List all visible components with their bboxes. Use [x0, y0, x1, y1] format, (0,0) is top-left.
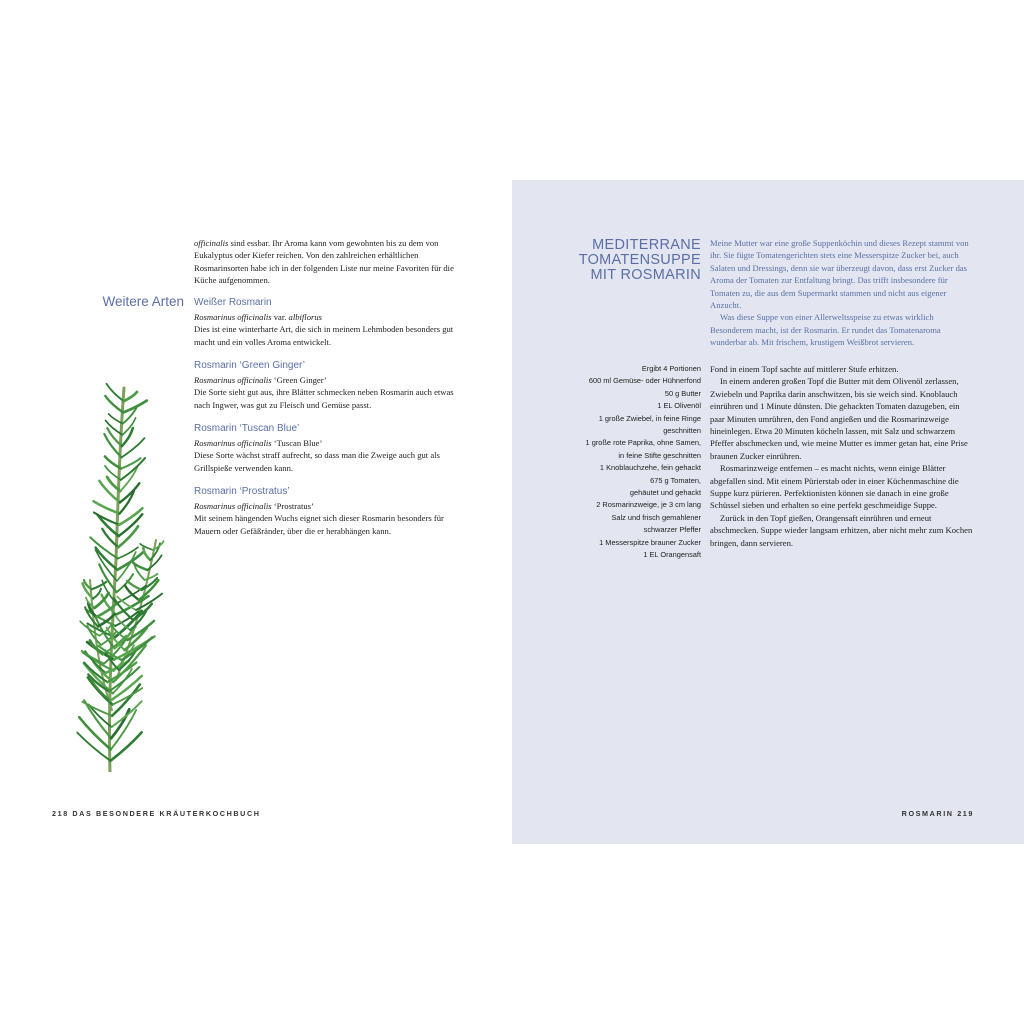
ingredient-line: 1 EL Olivenöl [657, 401, 701, 411]
ingredient-line: 2 Rosmarinzweige, je 3 cm lang [596, 500, 701, 510]
intro-paragraph [194, 237, 456, 287]
recipe-title [560, 238, 701, 283]
rosemary-needle [94, 513, 119, 525]
variety-latin-name: Rosmarinus officinalis ‘Green Ginger’ [194, 375, 327, 385]
ingredient-line: gehäutet und gehackt [629, 488, 701, 498]
recipe-step: In einem anderen großen Topf die Butter mit dem Olivenöl zerlassen, Zwiebeln und Paprika darin anschwitzen, bis sie weich sind. Knoblauch einrühren und 1 Minute dünsten. Die gehackten Tomaten dazugeben, ein paar Minuten umrühren, den Fond angießen und die Rosmarinzweige hineinlegen. Etwa 20 Minuten köcheln lassen, mit Salz und schwarzem Pfeffer abschmecken und, wie meine Mutter es immer getan hat, eine Prise braunen Zucker einrühren. [710, 376, 968, 461]
left-footer: 218 DAS BESONDERE KRÄUTERKOCHBUCH [52, 809, 261, 818]
ingredient-line: 675 g Tomaten, [650, 475, 701, 485]
variety-name: Rosmarin ‘Tuscan Blue’ [194, 423, 300, 434]
ingredient-line: 1 große rote Paprika, ohne Samen, [585, 438, 701, 448]
variety-name: Rosmarin ‘Prostratus’ [194, 486, 290, 497]
rosemary-needle [94, 501, 120, 513]
recipe-step: Fond in einem Topf sachte auf mittlerer Stufe erhitzen. [710, 364, 899, 374]
recipe-step: Zurück in den Topf gießen, Orangensaft einrühren und erneut abschmecken. Suppe wieder langsam erhitzen, aber nicht mehr zum Kochen bringen, dann servieren. [710, 512, 973, 548]
section-heading: Weitere Arten [102, 294, 184, 309]
variety-latin-name: Rosmarinus officinalis var. albiflorus [194, 312, 322, 322]
variety-latin-name: Rosmarinus officinalis ‘Tuscan Blue’ [194, 438, 323, 448]
ingredient-line: 1 Messerspitze brauner Zucker [599, 537, 701, 547]
rosemary-needle [127, 581, 142, 590]
rosemary-needle [117, 552, 136, 581]
rosemary-needle [122, 418, 135, 435]
ingredient-line: 1 Knoblauchzehe, fein gehackt [599, 463, 701, 473]
right-footer: ROSMARIN 219 [901, 809, 974, 818]
rosemary-needle [107, 384, 124, 401]
rosemary-needle [143, 548, 150, 560]
variety-name: Weißer Rosmarin [194, 297, 272, 308]
variety-description: Diese Sorte wächst straff aufrecht, so dass man die Zweige auch gut als Grillspieße verwenden kann. [194, 450, 440, 473]
rosemary-needle [93, 589, 101, 599]
ingredient-line: Ergibt 4 Portionen [641, 364, 701, 373]
variety-description: Die Sorte sieht gut aus, ihre Blätter schmecken neben Rosmarin auch etwas nach Ingwer, was gut zu Fleisch und Gemüse passt. [194, 387, 454, 410]
recipe-title-line: MIT ROSMARIN [590, 267, 701, 283]
variety-name: Rosmarin ‘Green Ginger’ [194, 360, 305, 371]
intro-rest: sind essbar. Ihr Aroma kann vom gewohnten bis zu dem von Eukalyptus oder Kiefer reichen. Von den zahlreichen erhältlichen Rosmarinsorten habe ich in der folgenden Liste nur meine Favoriten für die Küche aufgenommen. [194, 238, 454, 286]
ingredient-line: schwarzer Pfeffer [643, 525, 701, 535]
rosemary-needle [98, 515, 119, 536]
rosemary-needle [110, 732, 141, 760]
variety-entry [194, 297, 458, 348]
ingredient-line: 600 ml Gemüse- oder Hühnerfond [588, 376, 701, 386]
recipe-intro [710, 237, 972, 349]
recipe-steps [710, 363, 976, 549]
ingredient-line: in feine Stifte geschnitten [618, 450, 701, 460]
intro-lead-latin: officinalis [194, 238, 229, 248]
recipe-step: Rosmarinzweige entfernen – es macht nichts, wenn einige Blätter abgefallen sind. Mit einem Pürierstab oder in einer Küchenmaschine die Suppe kurz pürieren. Perfektionisten können sie danach in eine große Schüssel sieben und erhalten so eine perfekt geschmeidige Suppe. [710, 463, 959, 511]
ingredient-line: Salz und frisch gemahlener [611, 512, 701, 522]
rosemary-needle [124, 392, 137, 401]
rosemary-needle [84, 700, 111, 738]
ingredient-line: 1 EL Orangensaft [643, 550, 701, 560]
ingredient-line: geschnitten [663, 426, 701, 436]
variety-entry [194, 486, 458, 537]
rosemary-needle [77, 733, 110, 761]
recipe-intro-paragraph: Meine Mutter war eine große Suppenköchin und dieses Rezept stammt von ihr. Sie fügte Tomatengerichten stets eine Messerspitze Zucker bei, auch Salaten und Dressings, denn sie war überzeugt davon, dass erst Zucker das Aroma der Tomaten zur Entfaltung bringt. Das trifft insbesondere für Tomaten zu, die aus dem Supermarkt stammen und nicht aus eigener Anzucht. [710, 238, 969, 311]
ingredient-line: 50 g Butter [664, 388, 701, 398]
variety-entry [194, 423, 458, 474]
rosemary-needle [99, 481, 120, 503]
ingredient-list [555, 363, 701, 562]
ingredient-line: 1 große Zwiebel, in feine Ringe [598, 413, 701, 423]
recipe-intro-paragraph: Was diese Suppe von einer Allerweltsspeise zu etwas wirklich Besonderem macht, ist der Rosmarin. Er rundet das Tomatenaroma wunderbar ab. Mit frischem, krustigem Weißbrot servieren. [710, 312, 941, 348]
variety-description: Dies ist eine winterharte Art, die sich in meinem Lehmboden besonders gut macht und ein volles Aroma entwickelt. [194, 324, 454, 347]
variety-description: Mit seinem hängenden Wuchs eignet sich dieser Rosmarin besonders für Mauern oder Gefäßränder, über die er herabhängen kann. [194, 513, 444, 536]
variety-latin-name: Rosmarinus officinalis ‘Prostratus’ [194, 501, 314, 511]
variety-entry [194, 360, 458, 411]
rosemary-sprig-illustration [28, 380, 198, 772]
recipe-title-line: MEDITERRANE [592, 237, 701, 253]
recipe-title-line: TOMATENSUPPE [578, 252, 701, 268]
